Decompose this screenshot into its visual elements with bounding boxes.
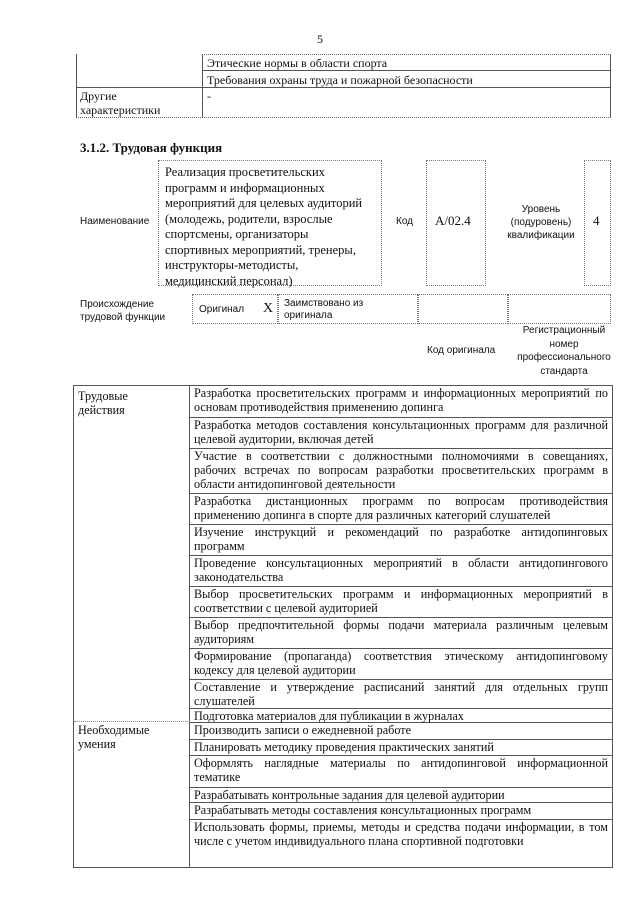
borrowed-cell: Заимствовано из оригинала: [278, 294, 418, 324]
table-border: [202, 54, 203, 118]
original-cell: [192, 294, 278, 324]
code-original-caption: Код оригинала: [427, 345, 496, 356]
table-border: [202, 70, 611, 71]
code-box: [426, 160, 486, 286]
table-row: Этические нормы в области спорта: [207, 56, 388, 70]
other-characteristics-label: Другие характеристики: [80, 89, 161, 117]
labor-action-row: Подготовка материалов для публикации в журналах: [190, 709, 612, 723]
skill-row: Использовать формы, приемы, методы и средства подачи информации, в том числе с учетом индивидуального плана спортивной подготовки: [194, 820, 608, 848]
skill-row: Оформлять наглядные материалы по антидопинговой информационной тематике: [190, 756, 612, 788]
function-name-box: Реализация просветительских программ и информационных мероприятий для целевых аудиторий (молодежь, родители, взрослые спортсмены, организаторы спортивных мероприятий, тренеры, инструкторы-методисты, медицинский персонал): [158, 160, 382, 286]
qualification-level-label: Уровень (подуровень) квалификации: [507, 204, 575, 241]
original-mark: X: [263, 301, 274, 316]
level-box: [584, 160, 611, 286]
labor-action-row: Разработка дистанционных программ по вопросам противодействия применению допинга в спорте для различных категорий слушателей: [190, 494, 612, 525]
code-value: А/02.4: [435, 213, 471, 228]
origin-label: Происхождение трудовой функции: [80, 299, 166, 323]
code-label: Код: [396, 216, 414, 227]
labor-action-row: Участие в соответствии с должностными полномочиями в совещаниях, рабочих встречах по вопросам разработки просветительских программ в области антидопинговой деятельности: [190, 449, 612, 494]
labor-action-row: Изучение инструкций и рекомендаций по разработке антидопинговых программ: [190, 525, 612, 556]
skills-label: Необходимые умения: [78, 723, 150, 751]
skill-row: Планировать методику проведения практических занятий: [190, 740, 612, 756]
table-border: [74, 721, 190, 722]
labor-action-row: Выбор просветительских программ и информационных мероприятий в соответствии с целевой аудиторией: [190, 587, 612, 618]
table-row: Требования охраны труда и пожарной безопасности: [207, 73, 473, 87]
table-border: [76, 54, 77, 118]
skill-row: Разрабатывать методы составления консультационных программ: [190, 803, 612, 820]
page-number: 5: [317, 32, 323, 46]
skill-row: Разрабатывать контрольные задания для целевой аудитории: [190, 788, 612, 803]
labor-actions-label: Трудовые действия: [78, 389, 128, 417]
name-label: Наименование: [80, 216, 150, 227]
labor-action-row: Выбор предпочтительной формы подачи материала различным целевым аудиториям: [190, 618, 612, 649]
table-border: [76, 87, 611, 88]
table-border: [76, 117, 611, 118]
table-border: [202, 54, 611, 55]
labor-action-row: Разработка методов составления консультационных программ для различной целевой аудитории, включая детей: [190, 418, 612, 449]
section-title: 3.1.2. Трудовая функция: [80, 140, 223, 155]
code-original-cell: [418, 294, 508, 324]
labor-action-row: Формирование (пропаганда) соответствия этическому антидопинговому кодексу для целевой аудитории: [190, 649, 612, 680]
labor-action-row: Составление и утверждение расписаний занятий для отдельных групп слушателей: [190, 680, 612, 709]
labor-action-row: Разработка просветительских программ и информационных мероприятий по основам противодействия применению допинга: [190, 386, 612, 418]
level-value: 4: [593, 213, 600, 228]
reg-number-caption: Регистрационный номер профессионального стандарта: [517, 325, 611, 377]
original-label: Оригинал: [199, 304, 245, 315]
characteristics-table: [76, 54, 611, 118]
skill-row: Производить записи о ежедневной работе: [190, 723, 612, 740]
table-border: [610, 54, 611, 118]
labor-action-row: Проведение консультационных мероприятий в области антидопингового законодательства: [190, 556, 612, 587]
reg-number-cell: [508, 294, 611, 324]
other-characteristics-value: -: [207, 89, 211, 103]
labor-function-table: [73, 385, 613, 868]
